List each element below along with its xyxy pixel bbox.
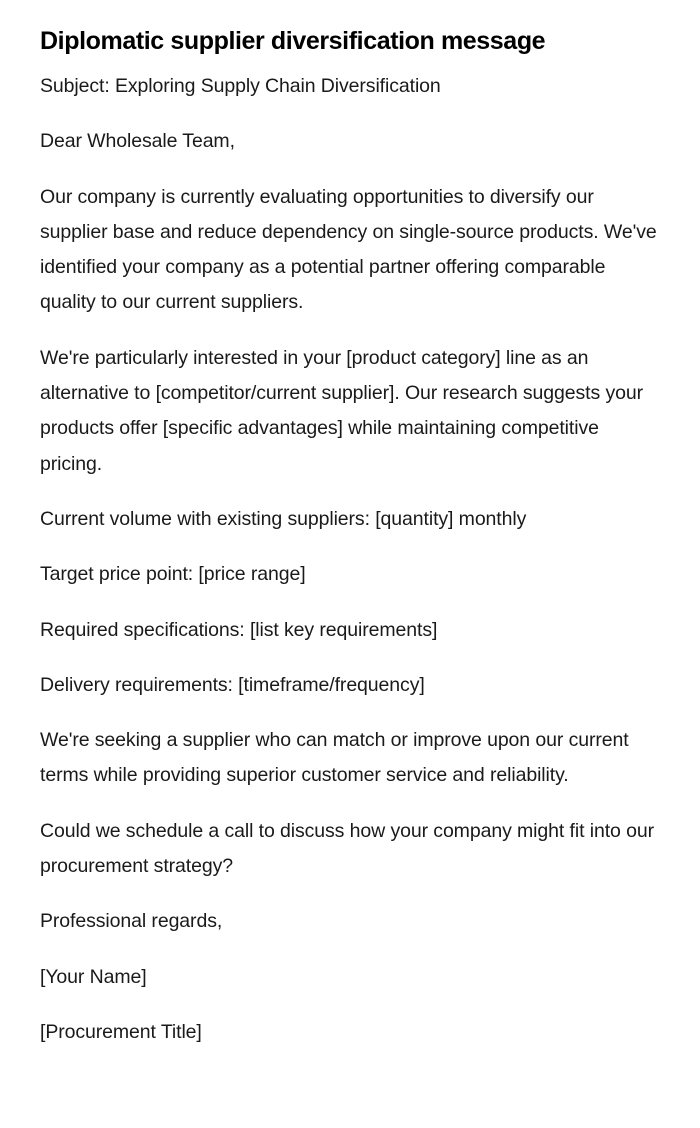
signature-title: [Procurement Title] (40, 1020, 202, 1043)
subject-line: Subject: Exploring Supply Chain Diversification (40, 75, 441, 97)
page-title: Diplomatic supplier diversification message (40, 27, 546, 55)
body-paragraph: Our company is currently evaluating opportunities to diversify our supplier base and reduce dependency on single-source products. We've identified your company as a potential partner offering comparable quality to our current suppliers. (40, 185, 657, 314)
body-paragraph: We're particularly interested in your [product category] line as an alternative to [competitor/current supplier]. Our research suggests your products offer [specific advantages] while maintaining competitive pricing. (40, 346, 643, 475)
detail-price: Target price point: [price range] (40, 563, 306, 586)
signature-name: [Your Name] (40, 965, 147, 988)
closing-paragraph: Could we schedule a call to discuss how your company might fit into our procurement strategy? (40, 819, 654, 878)
detail-specifications: Required specifications: [list key requirements] (40, 618, 438, 641)
signoff: Professional regards, (40, 910, 223, 933)
detail-volume: Current volume with existing suppliers: [quantity] monthly (40, 507, 527, 530)
detail-delivery: Delivery requirements: [timeframe/frequency] (40, 673, 425, 696)
closing-paragraph: We're seeking a supplier who can match or improve upon our current terms while providing superior customer service and reliability. (40, 729, 629, 787)
greeting: Dear Wholesale Team, (40, 130, 235, 153)
